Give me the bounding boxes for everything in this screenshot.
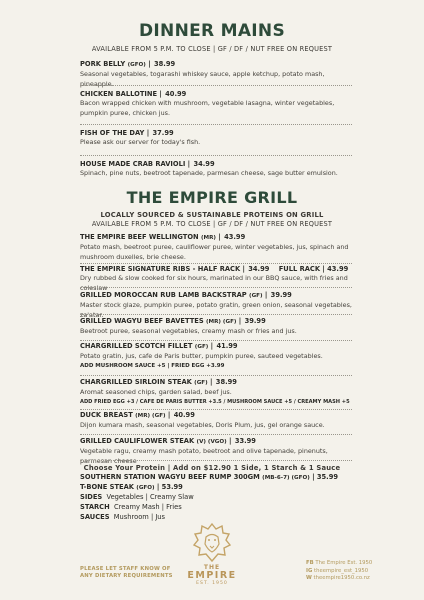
item-price: 34.99 <box>248 265 270 273</box>
logo-established: EST. 1950 <box>196 581 228 586</box>
item-name: DUCK BREAST <box>80 411 133 419</box>
item-price: 40.99 <box>165 90 187 98</box>
item-addons: ADD MUSHROOM SAUCE +5 | FRIED EGG +3.99 <box>80 362 225 369</box>
menu-item-scotch-fillet: CHARGRILLED SCOTCH FILLET (GF) | 41.99 Potato gratin, jus, cafe de Paris butter, pumpkin puree, sauteed vegetables. ADD MUSHROOM SAUCE +5 | FRIED EGG +3.99 <box>80 342 352 371</box>
starch-label: STARCH <box>80 503 110 511</box>
item-price: 33.99 <box>234 437 256 445</box>
divider <box>80 124 352 125</box>
item-price: 39.99 <box>244 317 266 325</box>
menu-item-lamb-backstrap: GRILLED MOROCCAN RUB LAMB BACKSTRAP (GF) | 39.99 Master stock glaze, pumpkin puree, potato gratin, green onion, seasonal vegetables, za'atar. <box>80 291 352 319</box>
sides-label: SIDES <box>80 493 103 501</box>
item-description: Seasonal vegetables, togarashi whiskey sauce, apple ketchup, potato mash, pineapple. <box>80 70 325 88</box>
grill-subtitle: LOCALLY SOURCED & SUSTAINABLE PROTEINS ON GRILL <box>100 211 324 219</box>
item-price: 38.99 <box>153 60 176 68</box>
item-tag: (MR) (GF) <box>206 319 237 325</box>
menu-item-signature-ribs: THE EMPIRE SIGNATURE RIBS - HALF RACK | 34.99 FULL RACK | 43.99 Dry rubbed & slow cooked for six hours, marinated in our BBQ sauce, with fries and coleslaw <box>80 265 352 294</box>
item-addons: ADD FRIED EGG +3 / CAFE DE PARIS BUTTER +3.5 / MUSHROOM SAUCE +5 / CREAMY MASH +5 <box>80 398 350 405</box>
item-description: Bacon wrapped chicken with mushroom, vegetable lasagna, winter vegetables, pumpkin puree, chicken jus. <box>80 99 335 117</box>
protein-heading: Choose Your Protein | Add on $12.90 1 Side, 1 Starch & 1 Sauce <box>83 464 341 472</box>
item-tag: (GF) <box>249 293 263 299</box>
facebook-line[interactable] <box>306 560 372 568</box>
starch-options: Creamy Mash | Fries <box>113 503 182 511</box>
instagram-handle: theempire_est_1950 <box>314 567 369 574</box>
item-price: 37.99 <box>152 129 174 137</box>
sauces-options: Mushroom | Jus <box>113 513 166 521</box>
instagram-line[interactable] <box>306 568 372 576</box>
divider <box>80 340 352 341</box>
item-price: 35.99 <box>316 473 339 481</box>
item-tag: (GF) <box>194 380 208 386</box>
menu-item-beef-wellington: THE EMPIRE BEEF WELLINGTON (MR) | 43.99 Potato mash, beetroot puree, cauliflower puree, winter vegetables, jus, spinach and mushroom duxelles, brie cheese. <box>80 233 352 263</box>
item-name: CHARGRILLED SCOTCH FILLET <box>80 342 193 350</box>
facebook-handle: The Empire Est. 1950 <box>315 560 373 566</box>
lion-crest-icon <box>192 522 232 564</box>
item-price-full-rack: 43.99 <box>327 265 349 273</box>
item-name: FISH OF THE DAY <box>80 129 145 137</box>
item-price: 53.99 <box>161 483 183 491</box>
item-name: CHICKEN BALLOTINE <box>80 90 158 98</box>
dinner-mains-title: DINNER MAINS <box>139 21 285 41</box>
website-line[interactable] <box>306 575 372 583</box>
item-name: CHARGRILLED SIRLOIN STEAK <box>80 378 192 386</box>
divider <box>80 375 352 376</box>
divider <box>80 287 352 288</box>
item-description: Dijon kumara mash, seasonal vegetables, Doris Plum, jus, gel orange sauce. <box>80 421 325 429</box>
menu-item-duck-breast: DUCK BREAST (MR) (GF) | 40.99 Dijon kumara mash, seasonal vegetables, Doris Plum, jus, gel orange sauce. <box>80 411 352 431</box>
starch-line <box>80 503 182 512</box>
sauces-label: SAUCES <box>80 513 110 521</box>
menu-item-wagyu-rump: SOUTHERN STATION WAGYU BEEF RUMP 300GM (MB-6-7) (GFO) | 35.99 <box>80 473 339 481</box>
logo-wordmark: EMPIRE <box>187 570 237 581</box>
instagram-icon: IG <box>306 567 313 574</box>
item-tag: (GF) <box>194 344 209 350</box>
item-name: GRILLED WAGYU BEEF BAVETTES <box>80 317 204 325</box>
dinner-mains-subtitle: AVAILABLE FROM 5 P.M. TO CLOSE | GF / DF / NUT FREE ON REQUEST <box>91 45 333 53</box>
grill-title: THE EMPIRE GRILL <box>126 188 298 207</box>
website-icon: W <box>306 575 312 582</box>
item-name-full-rack: FULL RACK <box>278 265 320 273</box>
item-name: PORK BELLY <box>80 60 126 68</box>
facebook-icon: FB <box>306 560 314 566</box>
item-name: GRILLED MOROCCAN RUB LAMB BACKSTRAP <box>80 291 247 299</box>
item-description: Beetroot puree, seasonal vegetables, creamy mash or fries and jus. <box>80 327 297 335</box>
sides-options: Vegetables | Creamy Slaw <box>106 493 194 501</box>
divider <box>80 155 352 156</box>
item-price: 34.99 <box>193 160 215 168</box>
item-name: SOUTHERN STATION WAGYU BEEF RUMP 300GM <box>80 473 260 481</box>
item-description: Please ask our server for today's fish. <box>80 138 201 146</box>
menu-item-wagyu-bavettes: GRILLED WAGYU BEEF BAVETTES (MR) (GF) | 39.99 Beetroot puree, seasonal vegetables, creamy mash or fries and jus. <box>80 317 352 337</box>
sides-line <box>80 493 194 502</box>
divider <box>80 263 352 264</box>
item-description: Aromat seasoned chips, garden salad, beef jus. <box>80 388 232 396</box>
item-price: 40.99 <box>173 411 195 419</box>
item-tag: (MB-6-7) (GFO) <box>262 475 310 481</box>
item-tag: (V) (VGO) <box>196 439 227 445</box>
item-price: 39.99 <box>270 291 292 299</box>
menu-item-crab-ravioli: HOUSE MADE CRAB RAVIOLI | 34.99 Spinach, pine nuts, beetroot tapenade, parmesan cheese, sage butter emulsion. <box>80 160 352 179</box>
item-name: GRILLED CAULIFLOWER STEAK <box>80 437 195 445</box>
item-price: 43.99 <box>224 233 246 241</box>
logo-the: THE <box>203 564 221 571</box>
divider <box>80 434 352 435</box>
item-description: Potato gratin, jus, cafe de Paris butter, pumpkin puree, sauteed vegetables. <box>80 352 323 360</box>
sauces-line <box>80 513 165 522</box>
item-price: 41.99 <box>216 342 238 350</box>
website-url: theempire1950.co.nz <box>313 575 370 582</box>
item-description: Potato mash, beetroot puree, cauliflower puree, winter vegetables, jus, spinach and mushroom duxelles, brie cheese. <box>80 243 349 261</box>
dietary-line-2: ANY DIETARY REQUIREMENTS <box>80 573 173 579</box>
divider <box>80 409 352 410</box>
menu-item-tbone: T-BONE STEAK (GFO) | 53.99 <box>80 483 183 491</box>
item-tag: (MR) (GF) <box>135 413 166 419</box>
item-description: Spinach, pine nuts, beetroot tapenade, parmesan cheese, sage butter emulsion. <box>80 169 338 177</box>
item-name: THE EMPIRE BEEF WELLINGTON <box>80 233 199 241</box>
grill-availability: AVAILABLE FROM 5 P.M. TO CLOSE | GF / DF / NUT FREE ON REQUEST <box>91 220 333 228</box>
dietary-notice <box>80 566 173 580</box>
item-tag: (GFO) <box>136 485 155 491</box>
item-name: THE EMPIRE SIGNATURE RIBS - HALF RACK <box>80 265 241 273</box>
divider <box>80 460 352 461</box>
item-name: T-BONE STEAK <box>80 483 134 491</box>
menu-item-sirloin-steak: CHARGRILLED SIRLOIN STEAK (GF) | 38.99 Aromat seasoned chips, garden salad, beef jus. ADD FRIED EGG +3 / CAFE DE PARIS BUTTER +3.5 / MUSHROOM SAUCE +5 / CREAMY MASH +5 <box>80 378 352 407</box>
item-tag: (GFO) <box>127 62 146 68</box>
item-description: Dry rubbed & slow cooked for six hours, marinated in our BBQ sauce, with fries and coleslaw <box>80 274 348 292</box>
empire-logo <box>186 522 238 596</box>
item-description: Master stock glaze, pumpkin puree, potato gratin, green onion, seasonal vegetables, za'atar. <box>80 301 352 319</box>
social-contacts <box>306 560 372 583</box>
item-price: 38.99 <box>215 378 237 386</box>
divider <box>80 85 352 86</box>
divider <box>80 314 352 315</box>
item-name: HOUSE MADE CRAB RAVIOLI <box>80 160 186 168</box>
menu-item-chicken-ballotine: CHICKEN BALLOTINE | 40.99 Bacon wrapped chicken with mushroom, vegetable lasagna, winter vegetables, pumpkin puree, chicken jus. <box>80 90 352 119</box>
menu-item-pork-belly: PORK BELLY (GFO) | 38.99 Seasonal vegetables, togarashi whiskey sauce, apple ketchup, potato mash, pineapple. <box>80 60 352 90</box>
dietary-line-1: PLEASE LET STAFF KNOW OF <box>80 566 171 572</box>
item-description: Vegetable ragu, creamy mash potato, beetroot and olive tapenade, pinenuts, parmesan cheese <box>80 447 328 465</box>
menu-item-fish-of-the-day: FISH OF THE DAY | 37.99 Please ask our server for today's fish. <box>80 129 352 148</box>
menu-item-cauliflower-steak: GRILLED CAULIFLOWER STEAK (V) (VGO) | 33.99 Vegetable ragu, creamy mash potato, beetroot and olive tapenade, pinenuts, parmesan cheese <box>80 437 352 467</box>
item-tag: (MR) <box>200 235 216 241</box>
